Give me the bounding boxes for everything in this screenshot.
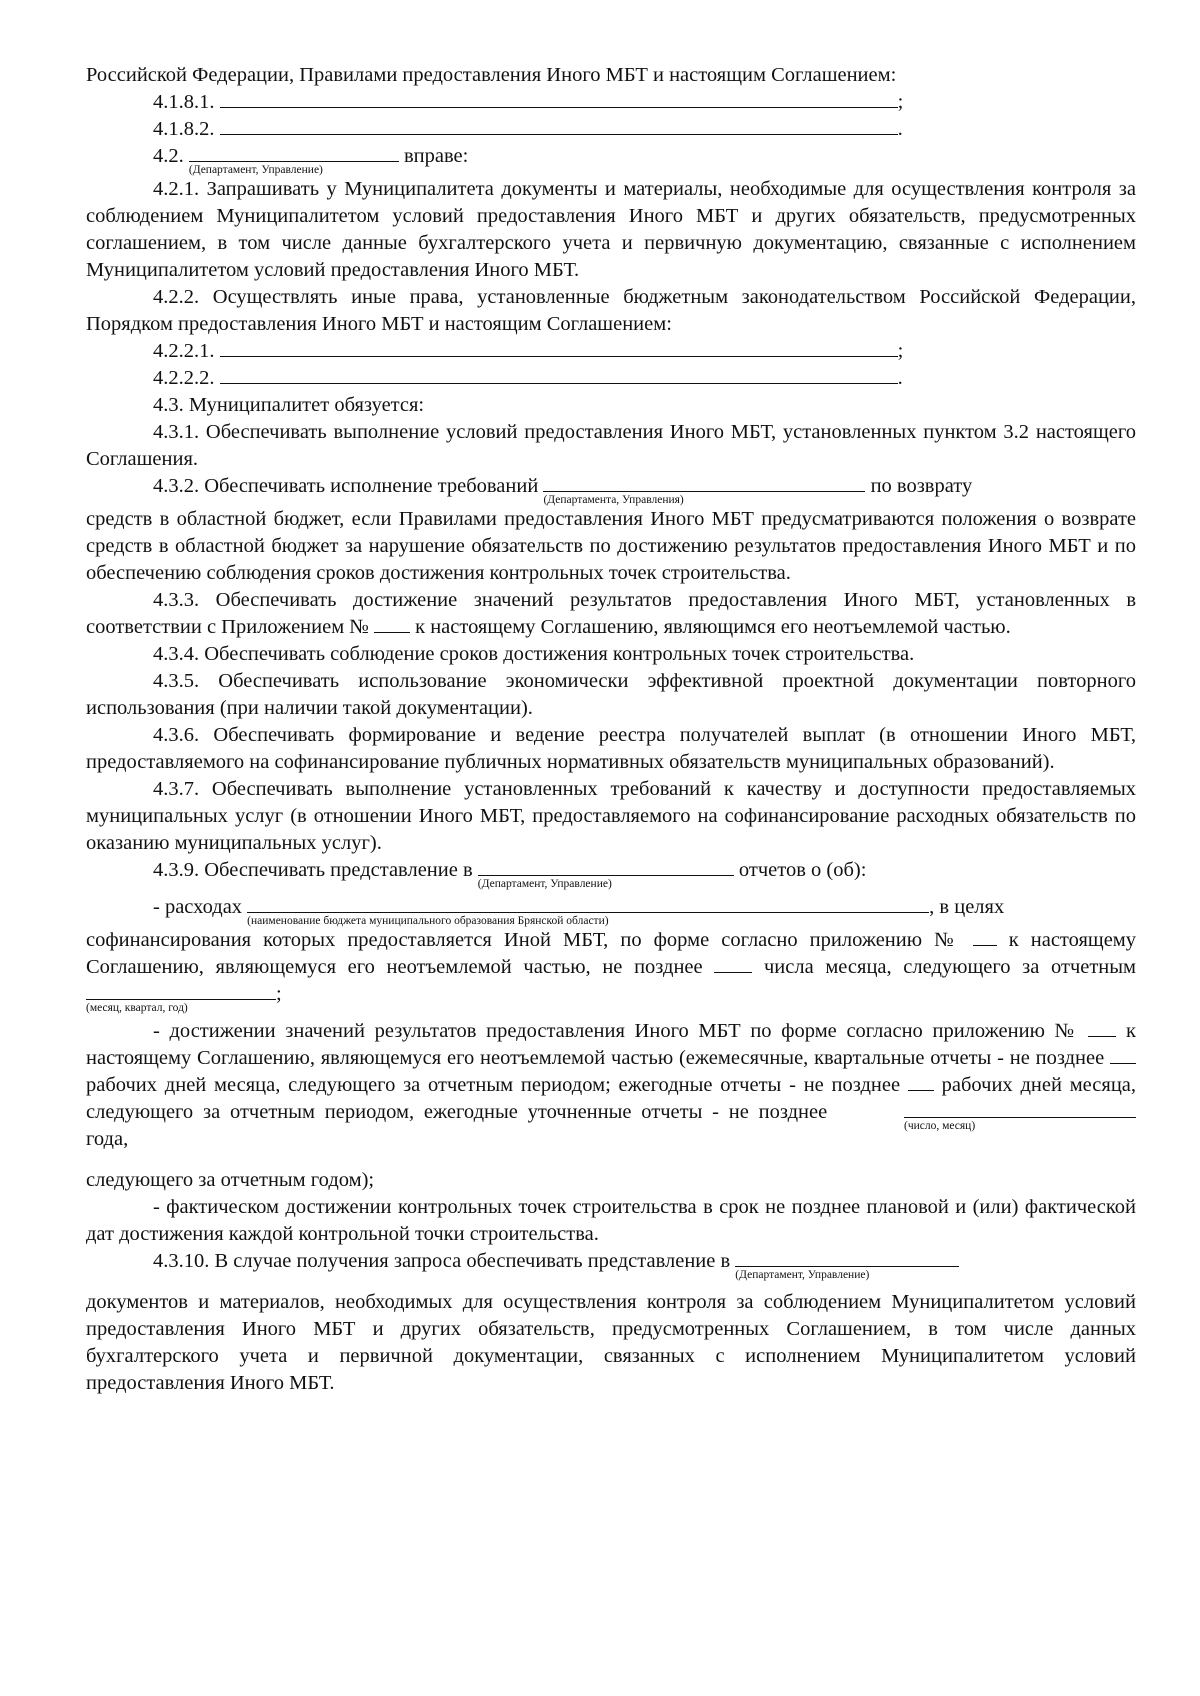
blank-line — [714, 954, 752, 973]
item-4-3-9 — [86, 857, 1136, 890]
captioned-blank — [247, 894, 929, 927]
blank-line — [973, 927, 997, 946]
item-4-3-7: 4.3.7. Обеспечивать выполнение установленных требований к качеству и доступности предоставляемых муниципальных услуг (в отношении Иного МБТ, предоставляемого на софинансирование расходных обязательств по оказанию муниципальных услуг). — [86, 778, 1136, 854]
item-text: - достижении значений результатов предоставления Иного МБТ по форме согласно приложению № — [153, 1020, 1079, 1042]
item-text: по возврату — [870, 475, 973, 497]
blank-caption: (Департамент, Управление) — [477, 878, 612, 890]
blank-line — [1088, 1018, 1116, 1037]
captioned-blank — [477, 857, 734, 890]
item-text: рабочих дней месяца, следующего за отчетным периодом, ежегодные уточненные отчеты - не позднее — [86, 1074, 1137, 1123]
punctuation: ; — [897, 340, 904, 362]
item-4-2-2-2 — [86, 365, 1136, 392]
item-text: 4.3.3. Обеспечивать достижение значений результатов предоставления Иного МБТ, установленных в соответствии с Приложением № — [86, 589, 1136, 638]
blank-line — [189, 143, 399, 162]
item-text: , в целях — [929, 896, 1005, 918]
item-number: 4.1.8.2. — [153, 118, 215, 140]
blank-caption: (наименование бюджета муниципального образования Брянской области) — [247, 915, 609, 927]
blank-line — [86, 981, 276, 1000]
report-expenses-text — [86, 927, 1137, 1014]
punctuation: ; — [276, 983, 282, 1005]
item-4-3-5: 4.3.5. Обеспечивать использование экономически эффективной проектной документации повторного использования (при наличии такой документации). — [86, 670, 1136, 719]
blank-caption: (Департамент, Управление) — [735, 1269, 870, 1281]
item-text: рабочих дней месяца, следующего за отчетным периодом; ежегодные отчеты - не позднее — [86, 1074, 901, 1096]
blank-line — [247, 894, 929, 913]
report-results-continued: следующего за отчетным годом); — [86, 1169, 375, 1191]
item-text: к настоящему Соглашению, являющемуся его неотъемлемой частью (ежемесячные, квартальные отчеты - не позднее — [86, 1020, 1137, 1069]
captioned-blank — [86, 981, 276, 1014]
blank-line — [374, 614, 410, 633]
report-expenses-line — [86, 894, 1136, 927]
item-text: 4.3.9. Обеспечивать представление в — [153, 859, 473, 881]
item-4-3-6: 4.3.6. Обеспечивать формирование и ведение реестра получателей выплат (в отношении Иного МБТ, предоставляемого на софинансирование публичных нормативных обязательств муниципальных образований). — [86, 724, 1136, 773]
document-page — [86, 62, 1136, 1397]
item-4-2-2-1 — [86, 338, 1136, 365]
item-4-1-8-1 — [86, 89, 1136, 116]
blank-line — [220, 365, 898, 384]
item-text: вправе: — [404, 145, 469, 167]
item-4-3-10 — [86, 1248, 1136, 1281]
blank-caption: (число, месяц) — [904, 1120, 976, 1132]
item-text: к настоящему Соглашению, являющимся его неотъемлемой частью. — [415, 616, 1011, 638]
captioned-blank — [543, 473, 865, 506]
report-results-text — [86, 1018, 1136, 1153]
blank-caption: (Департамент, Управление) — [188, 164, 323, 176]
item-4-3: 4.3. Муниципалитет обязуется: — [153, 394, 425, 416]
captioned-blank — [735, 1248, 959, 1281]
blank-line — [908, 1072, 934, 1091]
item-4-3-10-continued: документов и материалов, необходимых для осуществления контроля за соблюдением Муниципалитетом условий предоставления Иного МБТ и других обязательств, предусмотренных Соглашением, в том числе данных бухгалтерского учета и первичной документации, связанных с исполнением Муниципалитетом условий предоставления Иного МБТ. — [86, 1291, 1136, 1394]
item-number: 4.2.2.2. — [153, 367, 215, 389]
item-number: 4.1.8.1. — [153, 91, 215, 113]
blank-caption: (месяц, квартал, год) — [86, 1002, 188, 1014]
blank-line — [220, 338, 898, 357]
item-4-3-1: 4.3.1. Обеспечивать выполнение условий предоставления Иного МБТ, установленных пунктом 3.2 настоящего Соглашения. — [86, 421, 1136, 470]
item-text: - расходах — [153, 896, 243, 918]
item-text: 4.3.10. В случае получения запроса обеспечивать представление в — [153, 1250, 731, 1272]
blank-line — [1110, 1045, 1136, 1064]
blank-line — [735, 1248, 959, 1267]
item-4-2-2: 4.2.2. Осуществлять иные права, установленные бюджетным законодательством Российской Федерации, Порядком предоставления Иного МБТ и настоящим Соглашением: — [86, 286, 1136, 335]
item-4-3-3 — [86, 587, 1136, 641]
blank-line — [220, 116, 898, 135]
paragraph-intro: Российской Федерации, Правилами предоставления Иного МБТ и настоящим Соглашением: — [86, 64, 897, 86]
item-text: года, — [86, 1128, 129, 1150]
item-4-2-1: 4.2.1. Запрашивать у Муниципалитета документы и материалы, необходимые для осуществления контроля за соблюдением Муниципалитетом условий предоставления Иного МБТ и других обязательств, предусмотренных соглашением, в том числе данные бухгалтерского учета и первичную документацию, связанные с исполнением Муниципалитетом условий предоставления Иного МБТ. — [86, 178, 1136, 281]
blank-line — [904, 1099, 1136, 1118]
captioned-blank — [188, 143, 399, 176]
item-4-1-8-2 — [86, 116, 1136, 143]
blank-line — [220, 89, 898, 108]
captioned-blank — [837, 1099, 1136, 1132]
blank-line — [478, 857, 734, 876]
blank-line — [543, 473, 865, 492]
report-actual-achievement: - фактическом достижении контрольных точек строительства в срок не позднее плановой и (или) фактической дат достижения каждой контрольной точки строительства. — [86, 1196, 1136, 1245]
punctuation: . — [897, 118, 903, 140]
punctuation: ; — [897, 91, 904, 113]
item-text: к настоящему Соглашению, являющемуся его неотъемлемой частью, не позднее — [86, 929, 1137, 978]
item-text: отчетов о (об): — [738, 859, 867, 881]
punctuation: . — [897, 367, 903, 389]
item-text: числа месяца, следующего за отчетным — [763, 956, 1137, 978]
item-number: 4.2. — [153, 145, 184, 167]
item-4-3-2-continued: средств в областной бюджет, если Правилами предоставления Иного МБТ предусматриваются положения о возврате средств в областной бюджет за нарушение обязательств по достижению результатов предоставления Иного МБТ и по обеспечению соблюдения сроков достижения контрольных точек строительства. — [86, 508, 1136, 584]
item-number: 4.2.2.1. — [153, 340, 215, 362]
item-4-3-4: 4.3.4. Обеспечивать соблюдение сроков достижения контрольных точек строительства. — [153, 643, 915, 665]
item-4-3-2 — [86, 473, 1136, 506]
item-4-2 — [86, 143, 1136, 176]
blank-caption: (Департамента, Управления) — [543, 494, 684, 506]
item-text: 4.3.2. Обеспечивать исполнение требований — [153, 475, 539, 497]
item-text: софинансирования которых предоставляется Иной МБТ, по форме согласно приложению № — [86, 929, 961, 951]
